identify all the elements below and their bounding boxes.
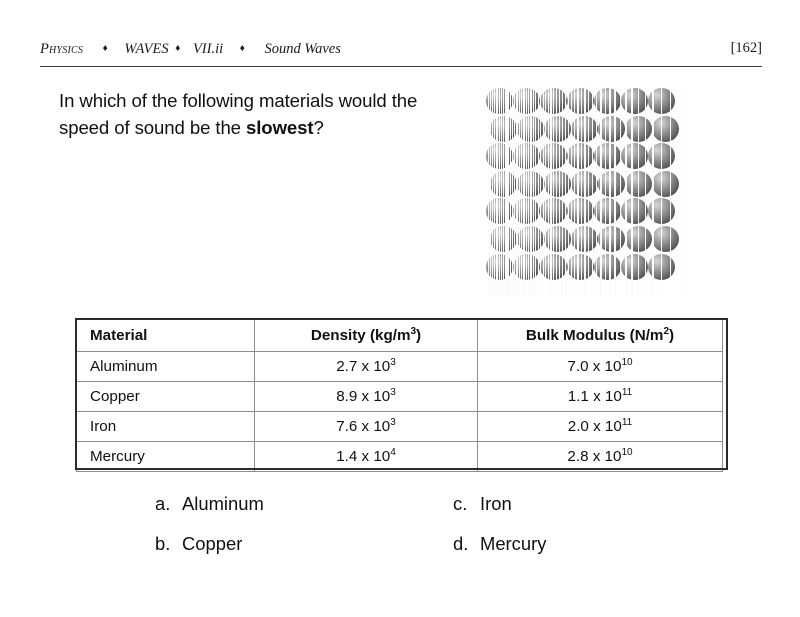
lattice-atom	[594, 88, 621, 114]
option-c[interactable]	[453, 493, 512, 515]
running-head-unit: WAVES	[124, 41, 169, 57]
wave-line	[588, 86, 589, 296]
running-head-topic: Sound Waves	[264, 41, 341, 57]
option-b[interactable]	[155, 533, 242, 555]
cell-density-mantissa: 2.7 x 10	[336, 358, 391, 375]
wave-line	[528, 86, 529, 296]
cell-density-mantissa: 7.6 x 10	[336, 418, 391, 435]
page-number: [162]	[730, 40, 762, 56]
diamond-separator-icon: ♦	[239, 43, 245, 54]
diamond-separator-icon: ♦	[175, 43, 181, 54]
wave-line	[652, 86, 653, 296]
table-header-row	[77, 320, 723, 352]
lattice-stage	[486, 86, 692, 296]
diamond-separator-icon: ♦	[102, 43, 108, 54]
density-header-tail: )	[416, 327, 422, 344]
cell-material: Aluminum	[77, 352, 255, 382]
question-emphasis: slowest	[246, 117, 314, 138]
wave-line	[638, 86, 639, 296]
question-line-1: In which of the following materials would	[59, 90, 387, 111]
cell-bulk-exponent: 11	[621, 386, 633, 398]
wave-line	[562, 86, 563, 296]
density-header-text: Density (kg/m	[310, 327, 411, 344]
cell-bulk-modulus	[478, 352, 723, 382]
wave-line	[501, 86, 502, 296]
wave-line	[496, 86, 497, 296]
wave-line	[609, 86, 610, 296]
table-row	[77, 412, 723, 442]
cell-bulk-mantissa: 1.1 x 10	[567, 388, 622, 405]
cell-bulk-modulus	[478, 412, 723, 442]
cell-density-exponent: 3	[390, 386, 396, 398]
wave-line	[556, 86, 557, 296]
wave-line	[592, 86, 593, 296]
cell-density	[255, 412, 478, 442]
option-c-label: Iron	[480, 493, 512, 514]
cell-density	[255, 442, 478, 472]
wave-line	[533, 86, 534, 296]
running-head-section: VII.ii	[192, 41, 224, 57]
wave-line	[596, 86, 597, 296]
wave-line	[568, 86, 569, 296]
bulk-header-exponent: 2	[663, 325, 670, 337]
lattice-atom	[652, 226, 679, 252]
wave-line	[540, 86, 541, 296]
running-head-subject: Physics	[40, 41, 84, 57]
wave-line	[550, 86, 551, 296]
wave-line	[523, 86, 524, 296]
cell-bulk-modulus	[478, 382, 723, 412]
wave-line	[507, 86, 508, 296]
running-head-breadcrumb	[40, 41, 341, 58]
table-row	[77, 382, 723, 412]
wave-line	[490, 86, 491, 296]
cell-bulk-modulus	[478, 442, 723, 472]
wave-line	[661, 86, 662, 296]
wave-line	[530, 86, 531, 296]
wave-line	[625, 86, 626, 296]
option-a-letter: a.	[155, 493, 171, 514]
wave-line	[600, 86, 601, 296]
cell-density-exponent: 3	[390, 416, 396, 428]
cell-bulk-exponent: 11	[621, 416, 633, 428]
column-header-density	[255, 320, 478, 352]
wave-line	[538, 86, 539, 296]
wave-line	[488, 86, 489, 296]
wave-line	[494, 86, 495, 296]
wave-line	[680, 86, 681, 296]
option-d[interactable]	[453, 533, 546, 555]
cell-density-mantissa: 1.4 x 10	[336, 448, 391, 465]
wave-line	[514, 86, 515, 296]
wave-line	[503, 86, 504, 296]
wave-line	[631, 86, 632, 296]
wave-line	[545, 86, 546, 296]
question-line-2-prefix: the speed of sound be the	[59, 90, 418, 138]
atomic-lattice-illustration	[486, 86, 692, 296]
cell-bulk-mantissa: 7.0 x 10	[567, 358, 622, 375]
wave-line	[512, 86, 513, 296]
table-row	[77, 352, 723, 382]
cell-density	[255, 352, 478, 382]
wave-line	[620, 86, 621, 296]
wave-line	[516, 86, 517, 296]
wave-line	[581, 86, 582, 296]
option-d-label: Mercury	[480, 533, 547, 554]
answer-options	[155, 493, 675, 573]
cell-bulk-exponent: 10	[621, 446, 633, 458]
lattice-atom	[594, 198, 621, 224]
wave-line	[574, 86, 575, 296]
wave-line	[670, 86, 671, 296]
lattice-atom	[652, 116, 679, 142]
wave-line	[559, 86, 560, 296]
wave-line	[519, 86, 520, 296]
wave-line	[553, 86, 554, 296]
wave-line	[577, 86, 578, 296]
density-header-exponent: 3	[410, 325, 417, 337]
option-a[interactable]	[155, 493, 264, 515]
wave-line	[492, 86, 493, 296]
wave-line	[510, 86, 511, 296]
running-head	[40, 41, 762, 63]
option-d-letter: d.	[453, 533, 469, 554]
option-b-letter: b.	[155, 533, 171, 554]
wave-line	[645, 86, 646, 296]
lattice-atom	[652, 171, 679, 197]
cell-material: Iron	[77, 412, 255, 442]
cell-bulk-exponent: 10	[621, 356, 633, 368]
wave-line	[505, 86, 506, 296]
table-row	[77, 442, 723, 472]
wave-line	[526, 86, 527, 296]
wave-line	[614, 86, 615, 296]
option-b-label: Copper	[182, 533, 243, 554]
cell-density-mantissa: 8.9 x 10	[336, 388, 391, 405]
wave-line	[499, 86, 500, 296]
question-text	[59, 87, 459, 141]
cell-material: Copper	[77, 382, 255, 412]
lattice-atom	[594, 143, 621, 169]
lattice-atom	[594, 254, 621, 280]
wave-line	[565, 86, 566, 296]
wave-line	[605, 86, 606, 296]
wave-line	[543, 86, 544, 296]
materials-table	[76, 319, 723, 472]
cell-material: Mercury	[77, 442, 255, 472]
wave-line	[571, 86, 572, 296]
bulk-header-text: Bulk Modulus (N/m	[525, 327, 664, 344]
wave-line	[535, 86, 536, 296]
cell-bulk-mantissa: 2.8 x 10	[567, 448, 622, 465]
bulk-header-tail: )	[669, 327, 675, 344]
answer-options-row-1	[155, 493, 675, 533]
question-line-2-suffix: ?	[313, 117, 324, 138]
wave-line	[548, 86, 549, 296]
option-c-letter: c.	[453, 493, 468, 514]
answer-options-row-2	[155, 533, 675, 573]
cell-density-exponent: 3	[390, 356, 396, 368]
column-header-material: Material	[77, 320, 255, 352]
column-header-bulk-modulus	[478, 320, 723, 352]
option-a-label: Aluminum	[182, 493, 264, 514]
cell-density	[255, 382, 478, 412]
header-divider	[40, 66, 762, 67]
cell-density-exponent: 4	[390, 446, 396, 458]
wave-line	[521, 86, 522, 296]
cell-bulk-mantissa: 2.0 x 10	[567, 418, 622, 435]
wave-line	[584, 86, 585, 296]
